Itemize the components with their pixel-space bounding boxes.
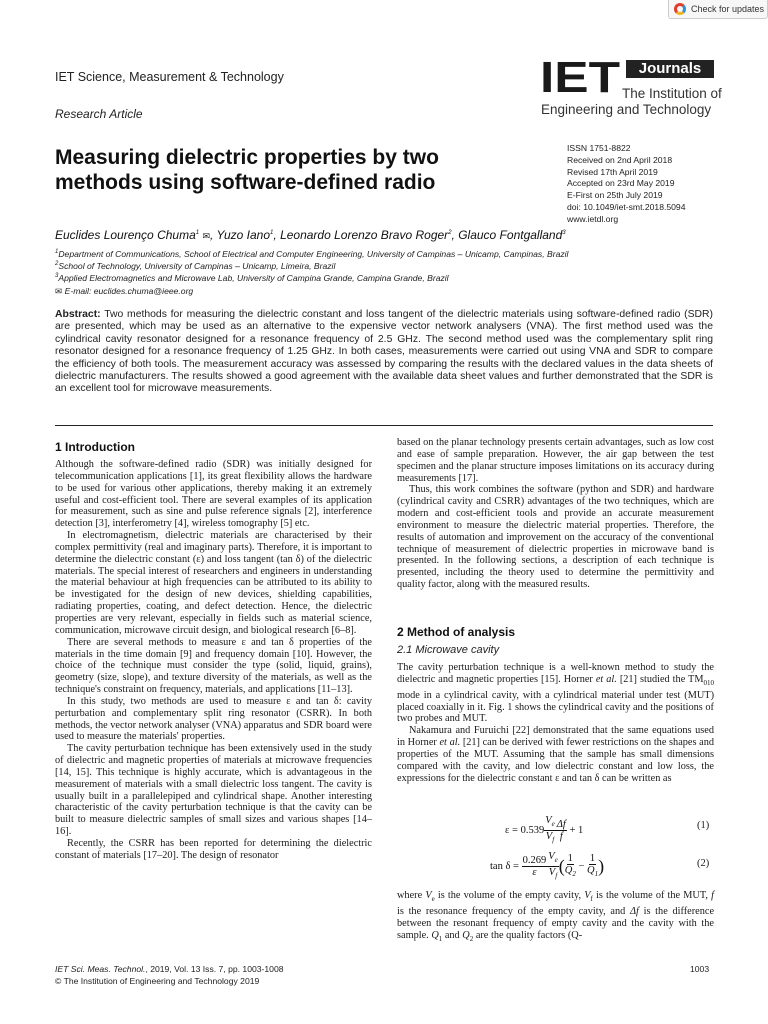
equation-symbol: ε xyxy=(532,867,537,879)
corresponding-email xyxy=(55,285,568,297)
equation-symbol: Q xyxy=(587,865,595,877)
equation-symbol: 0.269 xyxy=(522,855,547,867)
article-metadata xyxy=(567,143,686,226)
affiliation-text: Department of Communications, School of Electrical and Computer Engineering, University of Campinas – Unicamp, Campinas, Brazil xyxy=(58,249,569,259)
equation-text: ε = 0.539 xyxy=(505,825,545,836)
email-text[interactable]: E-mail: euclides.chuma@ieee.org xyxy=(64,285,194,296)
issn: ISSN 1751-8822 xyxy=(567,143,631,153)
affiliation-2 xyxy=(55,260,568,272)
journal-name: IET Science, Measurement & Technology xyxy=(55,70,284,84)
author-name: Leonardo Lorenzo Bravo Roger xyxy=(280,228,449,242)
paragraph xyxy=(397,725,714,784)
iet-logo xyxy=(540,56,722,126)
text-run: The cavity perturbation technique is a well-known method to study the dielectric and magnetic properties [15]. Horner xyxy=(397,662,714,685)
math-symbol: Q xyxy=(462,929,470,941)
fraction xyxy=(587,853,598,880)
equation-2: tan δ = $\frac{0.269}{\varepsilon}$ $\frac{V_e}{V_f}$ ( $\frac{1}{Q_2}$ − $\frac{1}{Q_1}$ ) xyxy=(490,851,605,881)
envelope-icon: ✉ xyxy=(55,285,65,296)
paragraph: based on the planar technology presents certain advantages, such as low cost and ease of sample preparation. However, the air gap between the test specimen and the planar structure imposes limitations on its accuracy during measurements [17]. xyxy=(397,437,714,484)
iet-letters-graphic xyxy=(540,56,622,96)
affiliation-number: 2 xyxy=(55,261,59,268)
fraction xyxy=(565,853,576,880)
subsection-heading-microwave-cavity: 2.1 Microwave cavity xyxy=(397,644,500,656)
paragraph: In electromagnetism, dielectric materials are characterised by their complex permittivity (real and imaginary parts). Therefore, it is important to determine the dielectric constant (ε) and loss tangent (tan δ) of the dielectric materials. The special interest of researchers and engineers in understanding the material behaviour at high frequencies can be attributed to its ability to be investigated for the design of new devices, shielding capabilities, radiating properties, coating, and defect detection. Hence, the dielectric properties are very relevant, especially in fields such as material science, communication, microwave circuit design, and biological research [6–8]. xyxy=(55,530,372,636)
equation-number: (2) xyxy=(697,858,710,869)
left-column xyxy=(55,459,372,862)
equation-symbol: V xyxy=(548,851,555,862)
fraction xyxy=(547,851,559,882)
footer-citation xyxy=(55,964,284,987)
equation-symbol: 2 xyxy=(572,870,576,879)
math-symbol: 2 xyxy=(469,934,474,943)
equation-symbol: V xyxy=(548,867,556,879)
author-name: Glauco Fontgalland xyxy=(458,228,563,242)
equation-symbol: V xyxy=(545,815,552,826)
affiliation-number: 1 xyxy=(55,249,59,256)
section-heading-introduction: 1 Introduction xyxy=(55,440,135,454)
abstract-divider xyxy=(55,425,713,426)
equation-symbol: f xyxy=(559,831,563,843)
affiliations xyxy=(55,248,568,297)
math-symbol: V xyxy=(425,890,432,901)
equation-1 xyxy=(505,815,583,846)
affiliation-3 xyxy=(55,272,568,284)
paragraph: Recently, the CSRR has been reported for determining the dielectric constant of materials [17–20]. The design of resonator xyxy=(55,838,372,861)
text-run: are the quality factors (Q- xyxy=(475,929,583,941)
doi[interactable]: doi: 10.1049/iet-smt.2018.5094 xyxy=(567,201,686,212)
equation-symbol: e xyxy=(551,820,555,829)
text-run: 010 xyxy=(703,678,714,687)
text-run: [21] studied the TM xyxy=(619,673,704,685)
abstract-label: Abstract: xyxy=(55,309,101,320)
abstract xyxy=(55,309,713,396)
text-run: [21] can be derived with fewer restrictions on the shapes and properties of the MUT. Assuming that the sample has small dimensions compared with the cavity, and low dielectric constant and low loss, the expressions for the dielectric constant ε and tan δ can be written as xyxy=(397,737,715,784)
author-name: Euclides Lourenço Chuma xyxy=(55,228,196,242)
footer-volume-info: , 2019, Vol. 13 Iss. 7, pp. 1003-1008 xyxy=(145,964,284,974)
paragraph xyxy=(397,662,714,725)
affiliation-text: Applied Electromagnetics and Microwave Lab, University of Campina Grande, Campina Grande, Brazil xyxy=(58,273,449,284)
equation-text: + 1 xyxy=(569,825,584,836)
text-run: Nakamura and Furuichi [22] demonstrated that the same equations used in Horner xyxy=(397,725,714,749)
math-symbol: f xyxy=(590,895,593,904)
paragraph: There are several methods to measure ε and tan δ properties of the materials in the time domain [9] and frequency domain [10]. However, the choice of the technique must consider the type (solid, liquid, grains), geometry (size, slope), and texture diversity of the materials, as well as the technique's constraint on frequency, materials, and applications [11–13]. xyxy=(55,636,372,696)
equation-text: − xyxy=(578,861,585,872)
math-symbol: 1 xyxy=(438,934,443,943)
text-run: and xyxy=(444,929,460,941)
text-run: is the volume of the empty cavity, xyxy=(437,890,582,901)
right-column-after-equations xyxy=(397,890,714,945)
text-run: is the volume of the MUT, xyxy=(596,890,708,901)
paper-title-line2: methods using software-defined radio xyxy=(55,171,436,194)
equation-symbol: 1 xyxy=(567,853,573,865)
footer-copyright: © The Institution of Engineering and Technology 2019 xyxy=(55,975,260,986)
author-affiliation-mark: 1 xyxy=(195,230,200,236)
crossmark-icon xyxy=(674,3,686,15)
journals-label: Journals xyxy=(626,60,714,78)
affiliation-number: 3 xyxy=(55,273,59,280)
math-symbol: Q xyxy=(431,929,439,941)
received-date: Received on 2nd April 2018 xyxy=(567,154,673,165)
institution-name-line1: The Institution of xyxy=(622,86,722,101)
math-symbol: Δf xyxy=(629,905,639,917)
equation-symbol: 1 xyxy=(589,853,596,865)
equation-symbol: e xyxy=(554,856,558,865)
paragraph xyxy=(397,890,714,945)
revised-date: Revised 17th April 2019 xyxy=(567,166,658,177)
article-type: Research Article xyxy=(55,107,143,121)
equation-symbol: f xyxy=(552,836,555,845)
author-affiliation-mark: 2 xyxy=(448,230,452,236)
fraction xyxy=(522,855,548,878)
accepted-date: Accepted on 23rd May 2019 xyxy=(567,178,675,189)
equation-number: (1) xyxy=(697,820,710,831)
equation-text: tan δ = xyxy=(490,861,519,872)
author-list: Euclides Lourenço Chuma$^1$ ✉, Yuzo Iano$^1$, Leonardo Lorenzo Bravo Roger$^2$, Glauco Fontgalland$^3$ xyxy=(55,228,566,242)
paper-title-line1: Measuring dielectric properties by two xyxy=(55,146,439,169)
footer-journal-abbrev: IET Sci. Meas. Technol. xyxy=(55,964,146,974)
page-number: 1003 xyxy=(690,964,710,974)
abstract-text: Two methods for measuring the dielectric constant and loss tangent of the dielectric materials using software-defined radio (SDR) are presented, which may be used as an alternative to the expensive vector network analysers (VNA). The first method used was the cylindrical cavity resonator designed for a resonance frequency of 2.5 GHz. The second method used was the complementary split ring resonator designed for a resonance frequency of 1.25 GHz. In both cases, measurements were carried out using VNA and SDR to compare the efficiency of both tools. The measurement accuracy was assessed by comparing the results with the declared values in the data sheets of dielectric manufacturers. The results showed a good agreement with the available data sheet values and further demonstrated that the SDR is an excellent tool for microwave measurements. xyxy=(55,309,713,395)
text-run: where xyxy=(397,890,423,901)
text-run: mode in a cylindrical cavity, with a cylindrical material under test (MUT) placed coaxially in it. Fig. 1 shows the cylindrical cavity and the positions of two probes and MUT. xyxy=(397,689,714,725)
author-name: Yuzo Iano xyxy=(216,228,271,242)
paragraph: In this study, two methods are used to measure ε and tan δ: cavity perturbation and complementary split ring resonator (CSRR). In both methods, the vector network analyser (VNA) apparatus and SDR board were used to measure the materials' properties. xyxy=(55,695,372,743)
paragraph: Thus, this work combines the software (python and SDR) and hardware (cylindrical cavity and CSRR) advantages of the two techniques, which are modern and cost-efficient tools and provide an accurate measurement environment to measure the dielectric material properties. Therefore, the results of automation and improvement on the accuracy of the conventional technique of measurement of dielectric properties in microwave band is presented. In the following sections, a description of each technique is presented, including the theory used to determine the permittivity and quality factor, along with the measured results. xyxy=(397,484,714,591)
math-symbol: e xyxy=(431,895,435,904)
math-symbol: V xyxy=(584,890,591,901)
equation-symbol: V xyxy=(545,831,553,843)
math-symbol: f xyxy=(711,890,714,901)
paragraph: Although the software-defined radio (SDR) was initially designed for telecommunication applications [1], its great flexibility allows the hardware to be used for various other applications, thereby making it an extremely useful and cost-efficient tool. There are several examples of its application for measurement, such as sine and pulse reference signals [2], interference detection [3], interferometry [4], wireless tomography [5] etc. xyxy=(55,459,372,530)
equation-symbol: 1 xyxy=(594,870,599,879)
text-run: et al. xyxy=(595,673,617,685)
equation-symbol: Q xyxy=(564,865,573,877)
affiliation-1 xyxy=(55,248,568,260)
text-run: et al. xyxy=(439,737,461,749)
fraction xyxy=(544,815,556,846)
paragraph: The cavity perturbation technique has been extensively used in the study of dielectric and magnetic properties of materials at microwave frequencies [14, 15]. This technique is highly accurate, which is advantageous in the measurement of materials with a small dielectric loss tangent. The cavity is usually built in a parallelepiped and cylindrical shape. Another interesting characteristic of the cavity perturbation technique is that the cavity can be built to measure dielectric samples of small sizes and various shapes [14–16]. xyxy=(55,743,372,838)
paper-title xyxy=(55,145,525,195)
efirst-date: E-First on 25th July 2019 xyxy=(567,190,663,201)
journal-url[interactable]: www.ietdl.org xyxy=(567,213,619,224)
equation-symbol: f xyxy=(555,872,558,881)
affiliation-text: School of Technology, University of Campinas – Unicamp, Limeira, Brazil xyxy=(58,261,336,272)
check-for-updates-button[interactable] xyxy=(668,0,768,19)
author-affiliation-mark: 3 xyxy=(562,230,566,236)
text-run: is the difference between the resonant frequency of empty cavity and the cavity with the sample. xyxy=(397,905,715,941)
iet-letters-text: IET xyxy=(540,56,621,96)
section-heading-method-of-analysis: 2 Method of analysis xyxy=(397,625,516,639)
right-column xyxy=(397,437,714,591)
author-affiliation-mark: 1 xyxy=(270,230,274,236)
envelope-icon: ✉ xyxy=(202,231,210,241)
fraction xyxy=(556,819,567,842)
check-for-updates-label: Check for updates xyxy=(691,4,765,14)
equation-symbol: Δf xyxy=(556,819,566,831)
institution-name-line2: Engineering and Technology xyxy=(541,102,712,117)
text-run: is the resonance frequency of the empty cavity, and xyxy=(397,905,626,917)
right-column-section2 xyxy=(397,662,714,784)
